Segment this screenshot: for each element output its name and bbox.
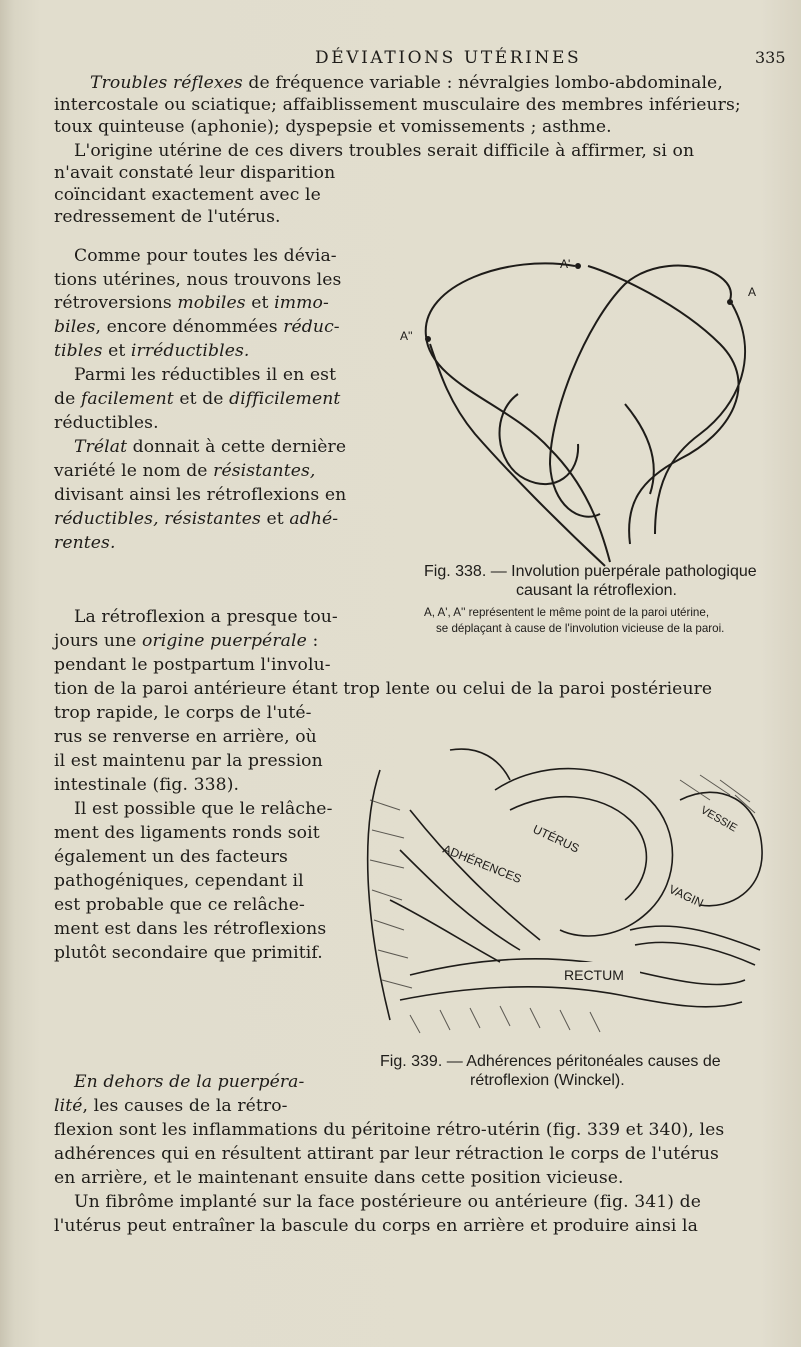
text-line: divisant ainsi les rétroflexions en <box>54 485 347 505</box>
text-line: intercostale ou sciatique; affaiblissement musculaire des membres inférieurs; <box>54 95 741 115</box>
uterus-wall-line <box>550 266 731 517</box>
uterus-wall-line <box>430 344 605 566</box>
adhesion-line <box>390 900 500 962</box>
text-line: tibles et irréductibles. <box>54 341 250 361</box>
text-line: Troubles réflexes de fréquence variable : névralgies lombo-abdominale, <box>90 73 723 93</box>
figure-338-note: A, A', A'' représentent le même point de la paroi utérine, <box>424 606 710 619</box>
vagina-outline <box>630 926 760 950</box>
point-a-double-dot <box>425 336 431 342</box>
label-vagin: VAGIN <box>666 882 706 911</box>
text-line: l'utérus peut entraîner la bascule du corps en arrière et produire ainsi la <box>54 1216 698 1236</box>
figure-338-caption: Fig. 338. — Involution puerpérale pathologique <box>424 563 757 580</box>
figure-339-diagram <box>350 740 780 1040</box>
text-line: rétroversions mobiles et immo- <box>54 293 329 313</box>
text-line: Comme pour toutes les dévia- <box>74 246 337 266</box>
label-adherences: ADHÉRENCES <box>440 841 524 887</box>
text-line: La rétroflexion a presque tou- <box>74 607 338 627</box>
text-line: flexion sont les inflammations du péritoine rétro-utérin (fig. 339 et 340), les <box>54 1120 725 1140</box>
vagina-outline <box>635 942 755 965</box>
text-line: ment des ligaments ronds soit <box>54 823 320 843</box>
text-line: est probable que ce relâche- <box>54 895 305 915</box>
text-line: lité, les causes de la rétro- <box>54 1096 288 1116</box>
text-line: En dehors de la puerpéra- <box>74 1072 305 1092</box>
point-a-dot <box>727 299 733 305</box>
text-line: également un des facteurs <box>54 847 288 867</box>
label-uterus: UTÉRUS <box>530 822 582 856</box>
running-header: DÉVIATIONS UTÉRINES <box>315 48 582 68</box>
text-line: de facilement et de difficilement <box>54 389 341 409</box>
label-a-prime: A' <box>560 257 571 271</box>
hatching <box>370 800 412 988</box>
text-line: en arrière, et le maintenant ensuite dans cette position vicieuse. <box>54 1168 624 1188</box>
text-line: rus se renverse en arrière, où <box>54 727 317 747</box>
hatching <box>680 775 755 813</box>
tissue-edge <box>450 749 510 780</box>
figure-339-caption: Fig. 339. — Adhérences péritonéales causes de <box>380 1053 721 1070</box>
uterus-wall-line <box>426 263 610 562</box>
text-line: Parmi les réductibles il en est <box>74 365 337 385</box>
text-line: toux quinteuse (aphonie); dyspepsie et vomissements ; asthme. <box>54 117 612 137</box>
figure-339-caption: rétroflexion (Winckel). <box>470 1072 625 1089</box>
text-line: plutôt secondaire que primitif. <box>54 943 323 963</box>
text-line: variété le nom de résistantes, <box>54 461 316 481</box>
text-line: coïncidant exactement avec le <box>54 185 321 205</box>
figure-338-note: se déplaçant à cause de l'involution vicieuse de la paroi. <box>436 622 725 635</box>
uterus-wall-line <box>588 266 739 544</box>
text-line: trop rapide, le corps de l'uté- <box>54 703 312 723</box>
text-line: n'avait constaté leur disparition <box>54 163 336 183</box>
label-a: A <box>748 285 757 299</box>
text-line: il est maintenu par la pression <box>54 751 323 771</box>
bladder-outline <box>680 792 762 905</box>
rectum-outline <box>400 987 742 1007</box>
text-line: rentes. <box>54 533 116 553</box>
label-a-double: A'' <box>400 329 413 343</box>
hatching <box>410 1006 600 1033</box>
text-line: réductibles. <box>54 413 159 433</box>
italic-term: Troubles réflexes <box>90 73 243 93</box>
text-line: jours une origine puerpérale : <box>54 631 319 651</box>
text-line: pendant le postpartum l'involu- <box>54 655 331 675</box>
text-line: réductibles, résistantes et adhé- <box>54 509 339 529</box>
label-rectum: RECTUM <box>564 967 624 983</box>
figure-338-caption: causant la rétroflexion. <box>516 582 677 599</box>
text-line: Trélat donnait à cette dernière <box>74 437 347 457</box>
text-line: ment est dans les rétroflexions <box>54 919 327 939</box>
text-line: tion de la paroi antérieure étant trop lente ou celui de la paroi postérieure <box>54 679 713 699</box>
text-line: tions utérines, nous trouvons les <box>54 270 342 290</box>
uterus-wall-line <box>655 304 745 534</box>
point-a-prime-dot <box>575 263 581 269</box>
figure-338-diagram <box>400 244 800 584</box>
text-line: pathogéniques, cependant il <box>54 871 304 891</box>
label-vessie: VESSIE <box>698 804 739 835</box>
text-line: intestinale (fig. 338). <box>54 775 240 795</box>
text-line: adhérences qui en résultent attirant par leur rétraction le corps de l'utérus <box>54 1144 719 1164</box>
text-line: biles, encore dénommées réduc- <box>54 317 340 337</box>
text-line: Un fibrôme implanté sur la face postérieure ou antérieure (fig. 341) de <box>74 1192 702 1212</box>
text-line: redressement de l'utérus. <box>54 207 281 227</box>
text-line: L'origine utérine de ces divers troubles serait difficile à affirmer, si on <box>74 141 695 161</box>
page-number: 335 <box>755 48 786 67</box>
text-line: Il est possible que le relâche- <box>74 799 333 819</box>
